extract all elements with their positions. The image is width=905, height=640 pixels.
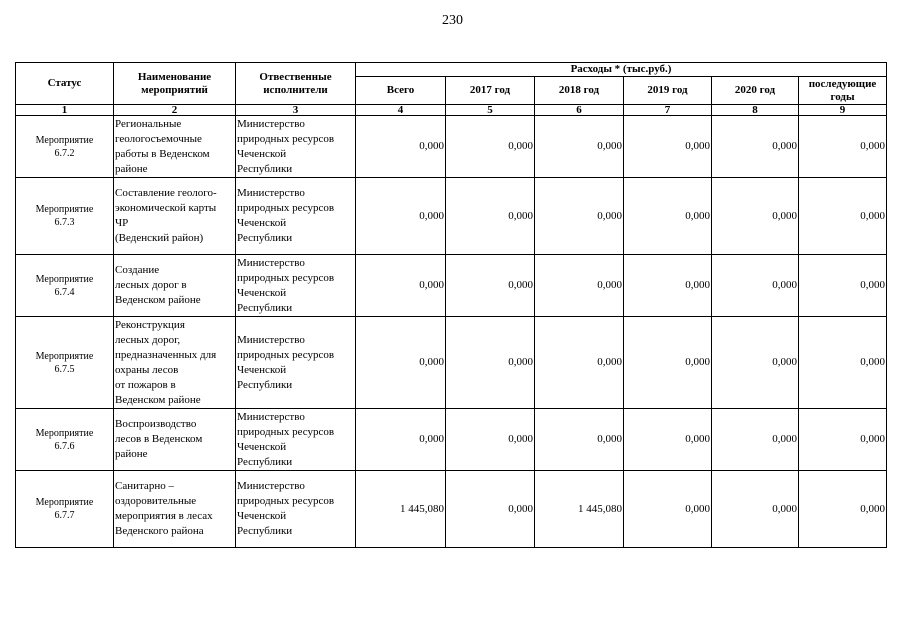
executor-line: Республики — [237, 301, 293, 314]
table-row — [16, 317, 887, 409]
executor-line: природных ресурсов — [237, 271, 335, 284]
column-number: 2 — [114, 105, 236, 116]
status-cell — [16, 471, 114, 548]
status-cell — [16, 116, 114, 178]
event-name-line: лесных дорог в — [115, 279, 187, 291]
value-y2017-cell: 0,000 — [446, 255, 535, 317]
table-row — [16, 255, 887, 317]
executor-line: Республики — [237, 232, 293, 244]
executor-line: Республики — [237, 525, 293, 537]
event-name-line: Веденского района — [115, 525, 204, 537]
event-name-line: Создание — [115, 264, 160, 276]
header-expenses: Расходы * (тыс.руб.) — [356, 63, 887, 77]
table-body — [16, 116, 887, 548]
header-2019: 2019 год — [624, 77, 712, 105]
event-name-line: охраны лесов — [115, 363, 179, 376]
header-executors-line: исполнители — [263, 83, 328, 96]
executor-line: природных ресурсов — [237, 132, 335, 145]
executor-line: Чеченской — [237, 286, 287, 299]
event-name-line: мероприятия в лесах — [115, 510, 213, 522]
value-y2018-cell: 1 445,080 — [535, 471, 624, 548]
value-y2018-cell: 0,000 — [535, 116, 624, 178]
value-total-cell: 0,000 — [356, 116, 446, 178]
event-name-cell — [114, 471, 236, 548]
value-y2020-cell: 0,000 — [712, 471, 799, 548]
event-name-cell — [114, 178, 236, 255]
value-y2018-cell: 0,000 — [535, 178, 624, 255]
value-later-years-cell: 0,000 — [799, 255, 887, 317]
event-name-cell — [114, 409, 236, 471]
value-y2017-cell: 0,000 — [446, 116, 535, 178]
executor-line: Министерство — [237, 480, 305, 492]
table-row — [16, 409, 887, 471]
event-name-line: экономической карты — [115, 202, 217, 214]
value-y2018-cell: 0,000 — [535, 317, 624, 409]
column-number: 4 — [356, 105, 446, 116]
value-y2017-cell: 0,000 — [446, 471, 535, 548]
header-2020: 2020 год — [712, 77, 799, 105]
value-later-years-cell: 0,000 — [799, 116, 887, 178]
executor-line: природных ресурсов — [237, 495, 335, 507]
value-y2017-cell: 0,000 — [446, 178, 535, 255]
event-name-line: Региональные — [115, 117, 182, 130]
column-number: 9 — [799, 105, 887, 116]
event-name-line: (Веденский район) — [115, 232, 204, 244]
status-line: 6.7.6 — [54, 440, 75, 452]
header-name-line: мероприятий — [141, 83, 208, 96]
header-later-line: последующие — [808, 77, 877, 90]
status-line: Мероприятие — [35, 134, 94, 146]
value-y2019-cell: 0,000 — [624, 317, 712, 409]
value-y2019-cell: 0,000 — [624, 471, 712, 548]
executor-line: природных ресурсов — [237, 425, 335, 438]
value-y2019-cell: 0,000 — [624, 255, 712, 317]
value-y2017-cell: 0,000 — [446, 409, 535, 471]
header-name-line: Наименование — [137, 70, 212, 83]
event-name-line: от пожаров в — [115, 378, 176, 391]
header-executors — [236, 63, 356, 105]
executor-line: Республики — [237, 162, 293, 175]
status-line: Мероприятие — [35, 497, 94, 508]
expenses-table — [15, 62, 887, 548]
header-name — [114, 63, 236, 105]
status-cell — [16, 317, 114, 409]
table-row — [16, 471, 887, 548]
event-name-line: работы в Веденском — [115, 147, 210, 160]
status-cell — [16, 178, 114, 255]
executor-line: Министерство — [237, 256, 305, 269]
event-name-line: предназначенных для — [115, 348, 217, 361]
header-later-line: годы — [830, 90, 855, 103]
executor-line: Республики — [237, 455, 293, 468]
executor-line: Чеченской — [237, 510, 287, 522]
executor-line: Чеченской — [237, 217, 287, 229]
executor-line: Министерство — [237, 410, 305, 423]
executor-line: Чеченской — [237, 363, 287, 376]
status-line: Мероприятие — [35, 427, 94, 439]
event-name-line: геологосъемочные — [115, 132, 202, 145]
executor-line: природных ресурсов — [237, 348, 335, 361]
value-y2019-cell: 0,000 — [624, 116, 712, 178]
executor-cell — [236, 317, 356, 409]
column-number: 7 — [624, 105, 712, 116]
executor-line: Министерство — [237, 333, 305, 346]
table-row — [16, 178, 887, 255]
value-total-cell: 0,000 — [356, 317, 446, 409]
status-line: 6.7.5 — [54, 363, 75, 375]
value-y2020-cell: 0,000 — [712, 409, 799, 471]
status-cell — [16, 255, 114, 317]
value-y2018-cell: 0,000 — [535, 409, 624, 471]
value-y2018-cell: 0,000 — [535, 255, 624, 317]
event-name-line: Воспроизводство — [115, 418, 197, 430]
event-name-line: Веденском районе — [115, 294, 201, 306]
executor-cell — [236, 178, 356, 255]
status-cell — [16, 409, 114, 471]
event-name-line: Санитарно – — [115, 480, 174, 492]
event-name-line: Составление геолого- — [115, 187, 217, 199]
table-row — [16, 116, 887, 178]
event-name-line: лесов в Веденском — [115, 433, 203, 445]
header-2017: 2017 год — [446, 77, 535, 105]
value-later-years-cell: 0,000 — [799, 178, 887, 255]
value-y2017-cell: 0,000 — [446, 317, 535, 409]
column-number-row — [16, 105, 887, 116]
value-total-cell: 0,000 — [356, 178, 446, 255]
executor-line: Министерство — [237, 187, 305, 199]
status-line: Мероприятие — [35, 350, 94, 362]
value-later-years-cell: 0,000 — [799, 317, 887, 409]
column-number: 5 — [446, 105, 535, 116]
event-name-cell — [114, 116, 236, 178]
column-number: 1 — [16, 105, 114, 116]
page-number: 230 — [442, 13, 463, 28]
event-name-line: районе — [115, 162, 148, 175]
value-y2019-cell: 0,000 — [624, 178, 712, 255]
column-number: 3 — [236, 105, 356, 116]
event-name-line: районе — [115, 448, 148, 460]
value-total-cell: 1 445,080 — [356, 471, 446, 548]
value-y2020-cell: 0,000 — [712, 255, 799, 317]
event-name-line: лесных дорог, — [115, 333, 181, 346]
status-line: Мероприятие — [35, 204, 94, 215]
header-later-years — [799, 77, 887, 105]
executor-line: Министерство — [237, 117, 305, 130]
status-line: 6.7.3 — [54, 217, 75, 228]
value-total-cell: 0,000 — [356, 409, 446, 471]
executor-cell — [236, 255, 356, 317]
status-line: 6.7.2 — [54, 147, 75, 159]
column-number: 8 — [712, 105, 799, 116]
value-y2020-cell: 0,000 — [712, 317, 799, 409]
value-y2019-cell: 0,000 — [624, 409, 712, 471]
executor-line: Чеченской — [237, 440, 287, 453]
status-line: Мероприятие — [35, 273, 94, 285]
event-name-line: Реконструкция — [115, 318, 185, 331]
header-total: Всего — [356, 77, 446, 105]
executor-cell — [236, 409, 356, 471]
column-number: 6 — [535, 105, 624, 116]
header-status: Статус — [16, 63, 114, 105]
executor-cell — [236, 471, 356, 548]
executor-line: Чеченской — [237, 147, 287, 160]
executor-cell — [236, 116, 356, 178]
value-y2020-cell: 0,000 — [712, 116, 799, 178]
header-2018: 2018 год — [535, 77, 624, 105]
event-name-line: ЧР — [115, 217, 129, 229]
value-later-years-cell: 0,000 — [799, 471, 887, 548]
status-line: 6.7.7 — [54, 510, 75, 521]
event-name-line: оздоровительные — [115, 495, 197, 507]
executor-line: природных ресурсов — [237, 202, 335, 214]
executor-line: Республики — [237, 378, 293, 391]
header-executors-line: Отвественные — [259, 70, 332, 83]
event-name-cell — [114, 255, 236, 317]
value-y2020-cell: 0,000 — [712, 178, 799, 255]
event-name-line: Веденском районе — [115, 393, 201, 406]
value-later-years-cell: 0,000 — [799, 409, 887, 471]
value-total-cell: 0,000 — [356, 255, 446, 317]
status-line: 6.7.4 — [54, 286, 75, 298]
event-name-cell — [114, 317, 236, 409]
